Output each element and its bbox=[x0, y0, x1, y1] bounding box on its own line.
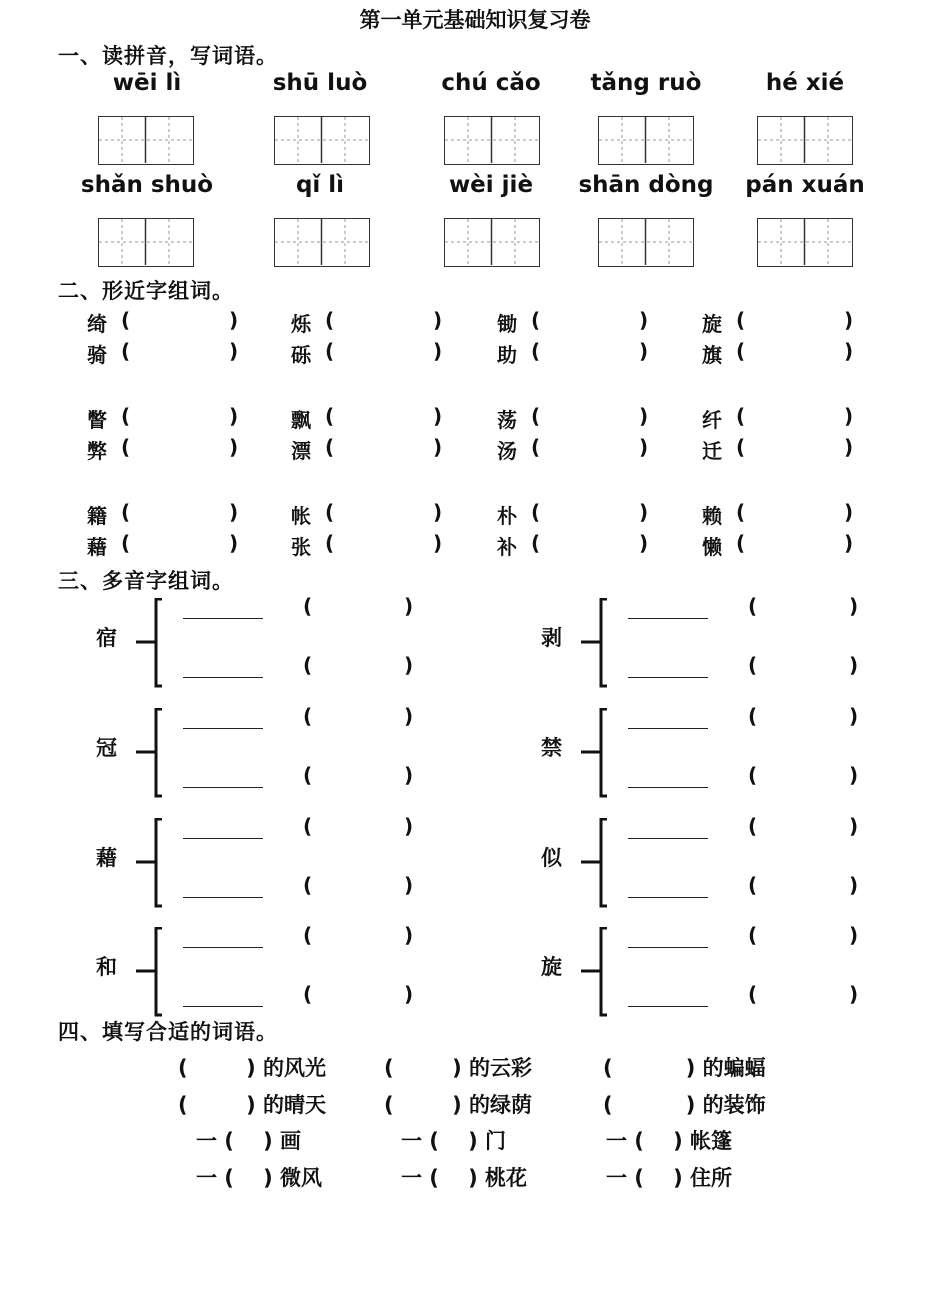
open-paren: ( bbox=[303, 873, 313, 897]
close-paren: ) bbox=[844, 500, 854, 524]
brace bbox=[581, 927, 611, 1019]
similar-char: 弊 bbox=[87, 439, 107, 463]
open-paren: ( bbox=[531, 404, 541, 428]
polyphone-char: 宿 bbox=[96, 626, 117, 650]
fill-in-phrase[interactable]: ( ) 的装饰 bbox=[603, 1093, 766, 1117]
writing-grid[interactable] bbox=[757, 116, 853, 165]
close-paren: ) bbox=[844, 435, 854, 459]
close-paren: ) bbox=[433, 404, 443, 428]
blank-line[interactable] bbox=[628, 618, 708, 619]
open-paren: ( bbox=[303, 704, 313, 728]
fill-in-phrase[interactable]: ( ) 的蝙蝠 bbox=[603, 1056, 766, 1080]
close-paren: ) bbox=[639, 500, 649, 524]
pinyin-label: hé xié bbox=[765, 70, 845, 96]
open-paren: ( bbox=[303, 763, 313, 787]
close-paren: ) bbox=[404, 814, 414, 838]
similar-char: 赖 bbox=[702, 504, 722, 528]
blank-line[interactable] bbox=[628, 787, 708, 788]
similar-char: 骑 bbox=[87, 343, 107, 367]
blank-line[interactable] bbox=[183, 787, 263, 788]
pinyin-label: tǎng ruò bbox=[590, 70, 702, 96]
writing-grid[interactable] bbox=[274, 218, 370, 267]
open-paren: ( bbox=[748, 873, 758, 897]
open-paren: ( bbox=[303, 594, 313, 618]
polyphone-char: 冠 bbox=[96, 736, 117, 760]
open-paren: ( bbox=[121, 500, 131, 524]
writing-grid[interactable] bbox=[598, 116, 694, 165]
close-paren: ) bbox=[639, 531, 649, 555]
polyphone-char: 和 bbox=[96, 955, 117, 979]
similar-char: 懒 bbox=[702, 535, 722, 559]
open-paren: ( bbox=[736, 531, 746, 555]
open-paren: ( bbox=[736, 500, 746, 524]
similar-char: 助 bbox=[497, 343, 517, 367]
writing-grid[interactable] bbox=[757, 218, 853, 267]
similar-char: 纤 bbox=[702, 408, 722, 432]
similar-char: 绮 bbox=[87, 312, 107, 336]
close-paren: ) bbox=[433, 339, 443, 363]
close-paren: ) bbox=[844, 531, 854, 555]
close-paren: ) bbox=[404, 594, 414, 618]
similar-char: 瞥 bbox=[87, 408, 107, 432]
blank-line[interactable] bbox=[628, 947, 708, 948]
close-paren: ) bbox=[639, 435, 649, 459]
open-paren: ( bbox=[531, 435, 541, 459]
writing-grid[interactable] bbox=[98, 218, 194, 267]
similar-char: 旗 bbox=[702, 343, 722, 367]
similar-char: 砾 bbox=[291, 343, 311, 367]
pinyin-label: wèi jiè bbox=[448, 172, 534, 198]
blank-line[interactable] bbox=[183, 728, 263, 729]
close-paren: ) bbox=[433, 308, 443, 332]
polyphone-char: 禁 bbox=[541, 736, 562, 760]
open-paren: ( bbox=[748, 814, 758, 838]
blank-line[interactable] bbox=[183, 618, 263, 619]
similar-char: 漂 bbox=[291, 439, 311, 463]
open-paren: ( bbox=[325, 339, 335, 363]
similar-char: 荡 bbox=[497, 408, 517, 432]
pinyin-label: chú cǎo bbox=[441, 70, 541, 96]
open-paren: ( bbox=[748, 653, 758, 677]
open-paren: ( bbox=[121, 531, 131, 555]
close-paren: ) bbox=[404, 873, 414, 897]
close-paren: ) bbox=[849, 982, 859, 1006]
close-paren: ) bbox=[229, 531, 239, 555]
brace bbox=[581, 818, 611, 910]
fill-in-phrase[interactable]: ( ) 的绿荫 bbox=[384, 1093, 532, 1117]
pinyin-label: shān dòng bbox=[578, 172, 714, 198]
close-paren: ) bbox=[229, 435, 239, 459]
pinyin-label: pán xuán bbox=[745, 172, 865, 198]
pinyin-label: shǎn shuò bbox=[80, 172, 214, 198]
open-paren: ( bbox=[325, 435, 335, 459]
open-paren: ( bbox=[736, 339, 746, 363]
pinyin-label: shū luò bbox=[272, 70, 368, 96]
blank-line[interactable] bbox=[183, 838, 263, 839]
open-paren: ( bbox=[303, 982, 313, 1006]
page-title: 第一单元基础知识复习卷 bbox=[359, 8, 591, 32]
open-paren: ( bbox=[736, 404, 746, 428]
close-paren: ) bbox=[844, 339, 854, 363]
open-paren: ( bbox=[121, 308, 131, 332]
close-paren: ) bbox=[229, 500, 239, 524]
open-paren: ( bbox=[303, 814, 313, 838]
brace bbox=[136, 598, 166, 690]
similar-char: 锄 bbox=[497, 312, 517, 336]
close-paren: ) bbox=[404, 704, 414, 728]
open-paren: ( bbox=[325, 404, 335, 428]
close-paren: ) bbox=[639, 339, 649, 363]
similar-char: 补 bbox=[497, 535, 517, 559]
pinyin-label: wēi lì bbox=[112, 70, 182, 96]
similar-char: 汤 bbox=[497, 439, 517, 463]
open-paren: ( bbox=[748, 704, 758, 728]
close-paren: ) bbox=[229, 308, 239, 332]
section-1-heading: 一、读拼音，写词语。 bbox=[58, 44, 278, 68]
close-paren: ) bbox=[639, 308, 649, 332]
open-paren: ( bbox=[303, 923, 313, 947]
open-paren: ( bbox=[736, 435, 746, 459]
close-paren: ) bbox=[849, 814, 859, 838]
close-paren: ) bbox=[849, 763, 859, 787]
similar-char: 帐 bbox=[291, 504, 311, 528]
blank-line[interactable] bbox=[628, 897, 708, 898]
fill-in-phrase[interactable]: 一 ( ) 门 bbox=[401, 1129, 507, 1153]
fill-in-phrase[interactable]: 一 ( ) 画 bbox=[196, 1129, 302, 1153]
brace bbox=[136, 927, 166, 1019]
close-paren: ) bbox=[404, 763, 414, 787]
close-paren: ) bbox=[433, 531, 443, 555]
writing-grid[interactable] bbox=[98, 116, 194, 165]
close-paren: ) bbox=[849, 594, 859, 618]
brace bbox=[581, 708, 611, 800]
writing-grid[interactable] bbox=[444, 116, 540, 165]
brace bbox=[136, 708, 166, 800]
close-paren: ) bbox=[404, 982, 414, 1006]
fill-in-phrase[interactable]: 一 ( ) 桃花 bbox=[401, 1166, 528, 1190]
fill-in-phrase[interactable]: 一 ( ) 微风 bbox=[196, 1166, 323, 1190]
close-paren: ) bbox=[404, 653, 414, 677]
close-paren: ) bbox=[849, 653, 859, 677]
writing-grid[interactable] bbox=[598, 218, 694, 267]
brace bbox=[136, 818, 166, 910]
blank-line[interactable] bbox=[628, 838, 708, 839]
open-paren: ( bbox=[121, 339, 131, 363]
pinyin-label: qǐ lì bbox=[295, 172, 345, 198]
brace bbox=[581, 598, 611, 690]
writing-grid[interactable] bbox=[274, 116, 370, 165]
similar-char: 张 bbox=[291, 535, 311, 559]
similar-char: 藉 bbox=[87, 535, 107, 559]
open-paren: ( bbox=[325, 308, 335, 332]
close-paren: ) bbox=[639, 404, 649, 428]
fill-in-phrase[interactable]: ( ) 的晴天 bbox=[178, 1093, 326, 1117]
close-paren: ) bbox=[404, 923, 414, 947]
section-2-heading: 二、形近字组词。 bbox=[58, 279, 234, 303]
open-paren: ( bbox=[325, 500, 335, 524]
close-paren: ) bbox=[849, 923, 859, 947]
open-paren: ( bbox=[121, 435, 131, 459]
polyphone-char: 旋 bbox=[541, 955, 562, 979]
open-paren: ( bbox=[531, 308, 541, 332]
close-paren: ) bbox=[433, 500, 443, 524]
fill-in-phrase[interactable]: ( ) 的风光 bbox=[178, 1056, 326, 1080]
open-paren: ( bbox=[748, 594, 758, 618]
similar-char: 旋 bbox=[702, 312, 722, 336]
open-paren: ( bbox=[748, 923, 758, 947]
writing-grid[interactable] bbox=[444, 218, 540, 267]
similar-char: 飘 bbox=[291, 408, 311, 432]
similar-char: 迁 bbox=[702, 439, 722, 463]
open-paren: ( bbox=[121, 404, 131, 428]
polyphone-char: 似 bbox=[541, 846, 562, 870]
blank-line[interactable] bbox=[183, 897, 263, 898]
polyphone-char: 藉 bbox=[96, 846, 117, 870]
fill-in-phrase[interactable]: 一 ( ) 帐篷 bbox=[606, 1129, 733, 1153]
section-3-heading: 三、多音字组词。 bbox=[58, 569, 234, 593]
similar-char: 籍 bbox=[87, 504, 107, 528]
open-paren: ( bbox=[303, 653, 313, 677]
open-paren: ( bbox=[748, 982, 758, 1006]
blank-line[interactable] bbox=[628, 677, 708, 678]
close-paren: ) bbox=[844, 308, 854, 332]
blank-line[interactable] bbox=[628, 728, 708, 729]
blank-line[interactable] bbox=[183, 947, 263, 948]
close-paren: ) bbox=[229, 339, 239, 363]
open-paren: ( bbox=[736, 308, 746, 332]
open-paren: ( bbox=[531, 531, 541, 555]
open-paren: ( bbox=[531, 500, 541, 524]
blank-line[interactable] bbox=[183, 1006, 263, 1007]
close-paren: ) bbox=[844, 404, 854, 428]
close-paren: ) bbox=[229, 404, 239, 428]
blank-line[interactable] bbox=[628, 1006, 708, 1007]
similar-char: 朴 bbox=[497, 504, 517, 528]
section-4-heading: 四、填写合适的词语。 bbox=[58, 1020, 278, 1044]
close-paren: ) bbox=[849, 704, 859, 728]
fill-in-phrase[interactable]: ( ) 的云彩 bbox=[384, 1056, 532, 1080]
fill-in-phrase[interactable]: 一 ( ) 住所 bbox=[606, 1166, 733, 1190]
close-paren: ) bbox=[849, 873, 859, 897]
open-paren: ( bbox=[531, 339, 541, 363]
similar-char: 烁 bbox=[291, 312, 311, 336]
open-paren: ( bbox=[748, 763, 758, 787]
polyphone-char: 剥 bbox=[541, 626, 562, 650]
close-paren: ) bbox=[433, 435, 443, 459]
blank-line[interactable] bbox=[183, 677, 263, 678]
open-paren: ( bbox=[325, 531, 335, 555]
